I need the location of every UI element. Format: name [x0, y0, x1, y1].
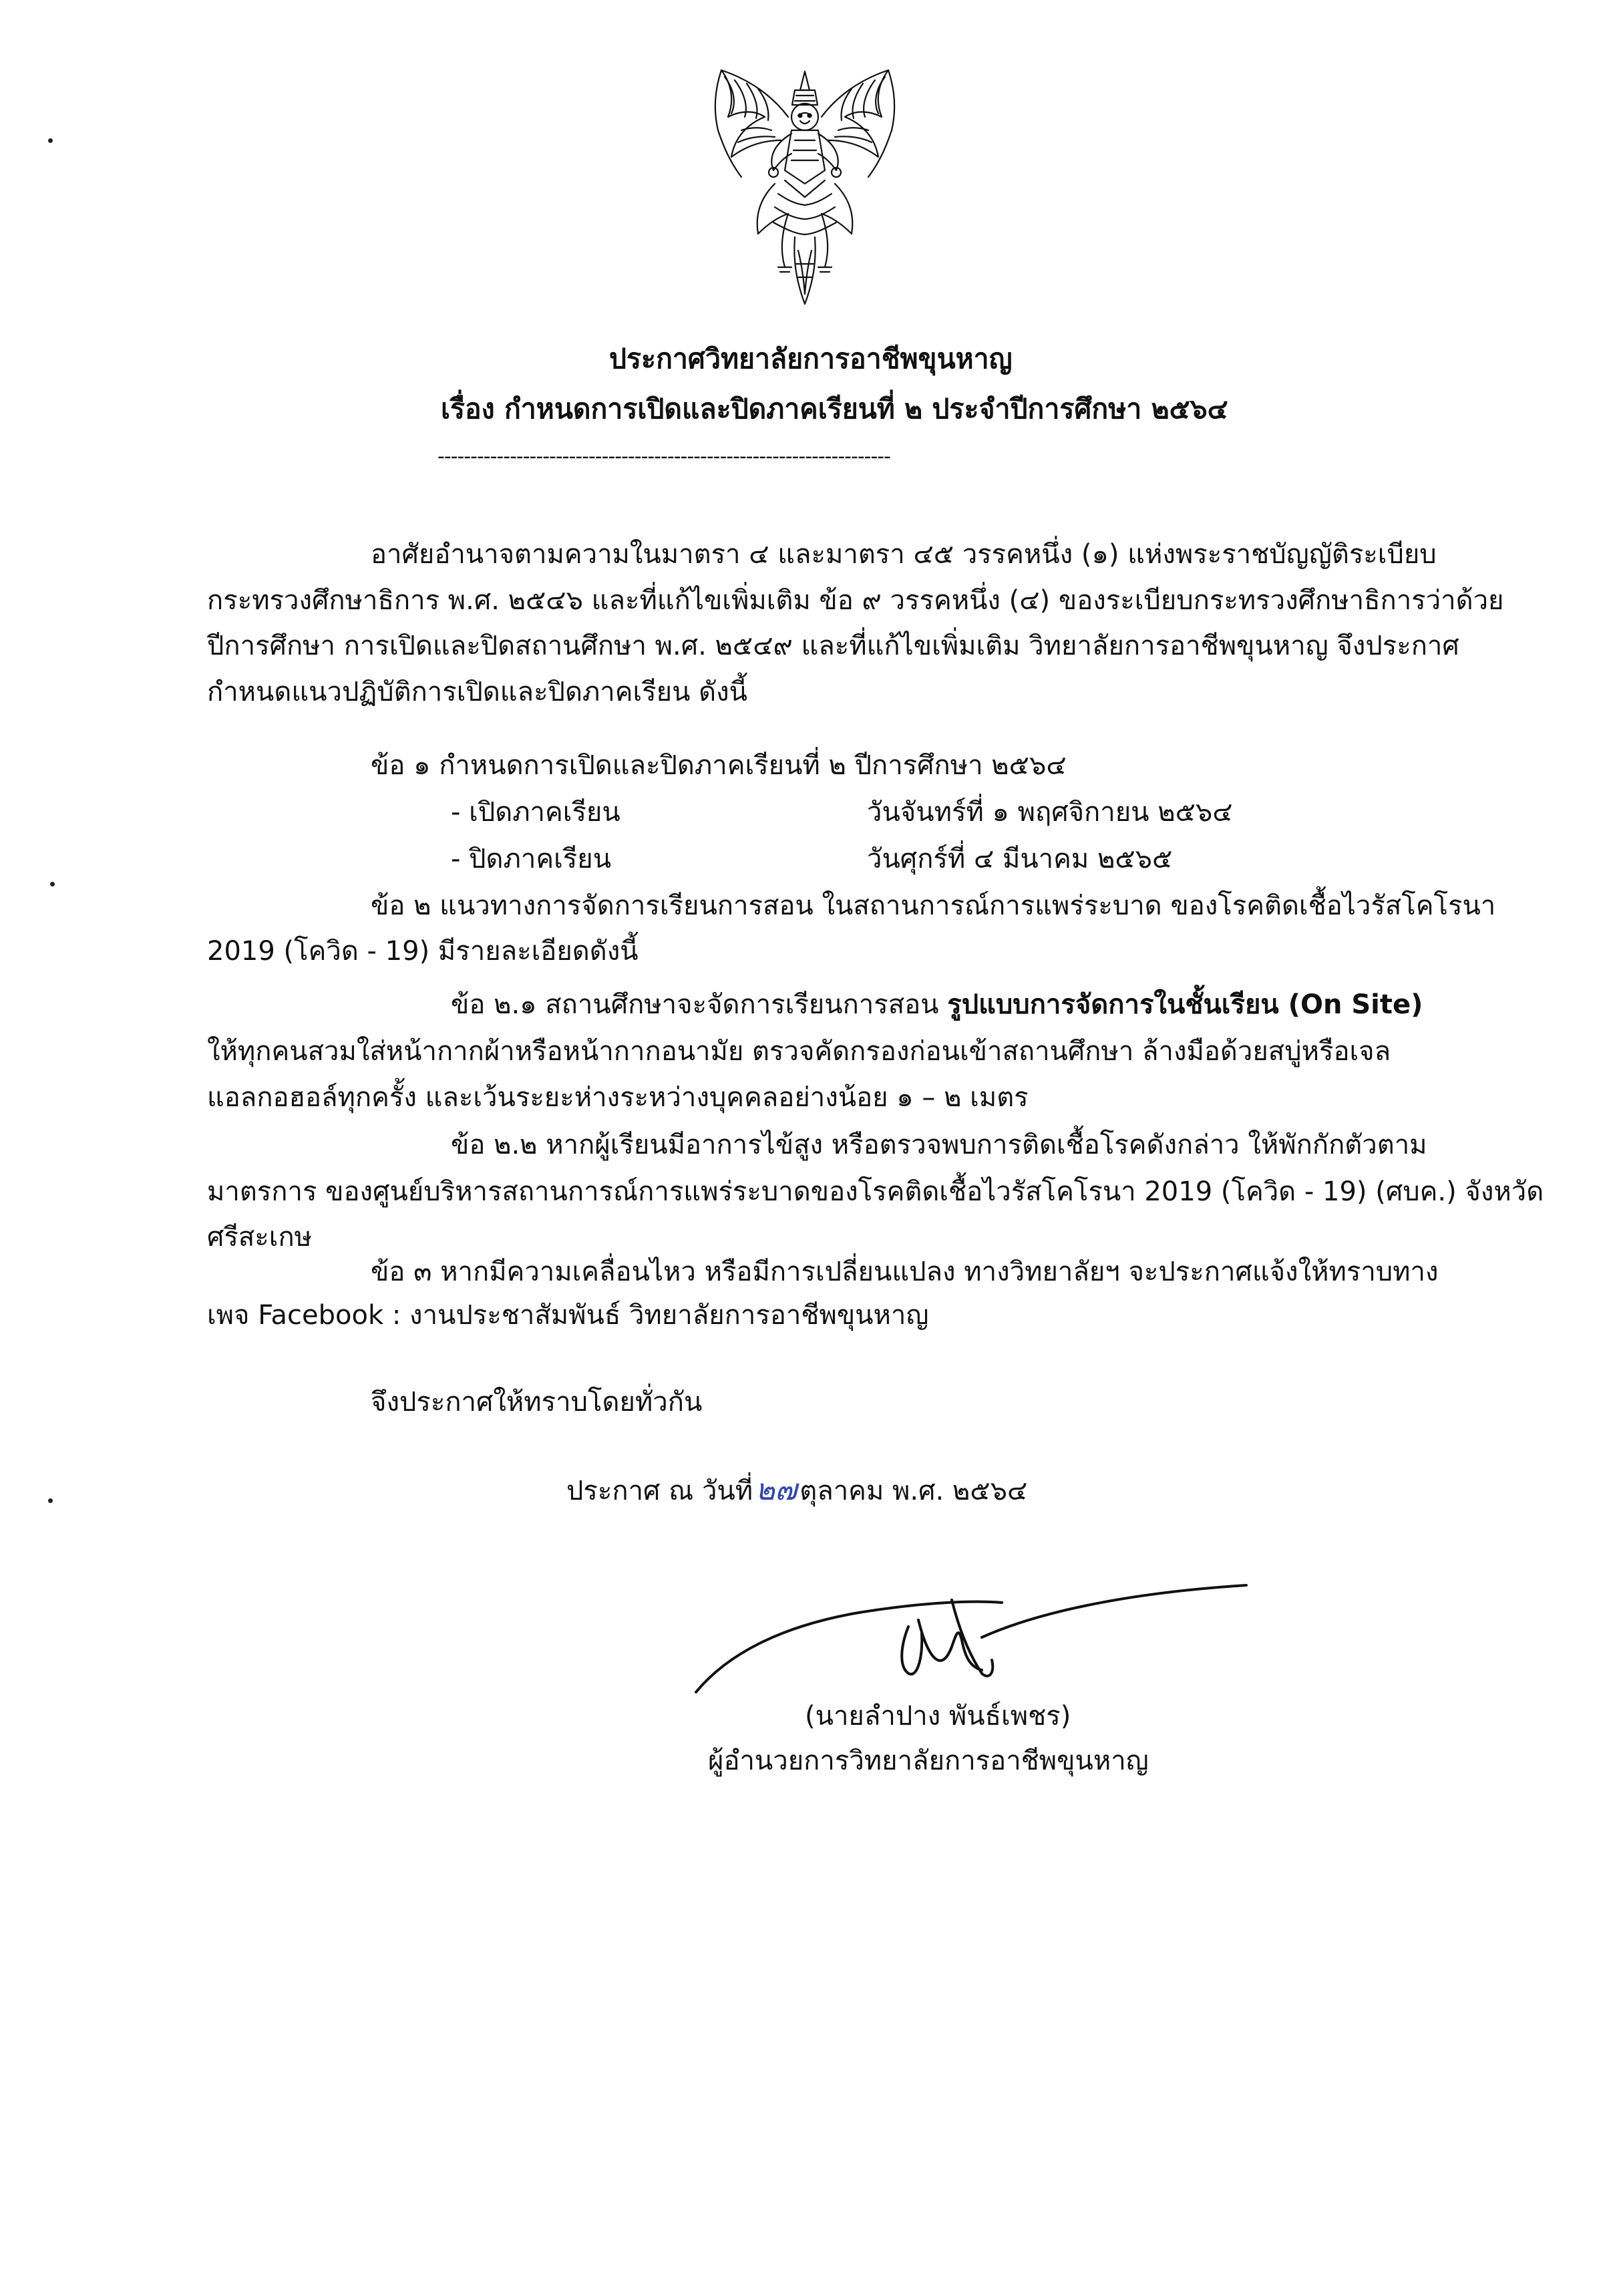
item1-open-date: วันจันทร์ที่ ๑ พฤศจิกายน ๒๕๖๔ [867, 797, 1233, 828]
intro-line-3: ปีการศึกษา การเปิดและปิดสถานศึกษา พ.ศ. ๒๕๔๙ และที่แก้ไขเพิ่มเติม วิทยาลัยการอาชีพขุนหาญ จึงประกาศ [207, 631, 1459, 661]
item2-line-2: 2019 (โควิด - 19) มีรายละเอียดดังนี้ [207, 936, 639, 967]
announcement-title: ประกาศวิทยาลัยการอาชีพขุนหาญ [609, 343, 1013, 375]
item3-line-1: ข้อ ๓ หากมีความเคลื่อนไหว หรือมีการเปลี่ยนแปลง ทางวิทยาลัยฯ จะประกาศแจ้งให้ทราบทาง [371, 1257, 1439, 1287]
date-prefix: ประกาศ ณ วันที่ [566, 1476, 753, 1506]
item1-heading: ข้อ ๑ กำหนดการเปิดและปิดภาคเรียนที่ ๒ ปีการศึกษา ๒๕๖๔ [371, 750, 1067, 781]
announcement-subject: เรื่อง กำหนดการเปิดและปิดภาคเรียนที่ ๒ ประจำปีการศึกษา ๒๕๖๔ [441, 393, 1228, 425]
announcement-date [566, 1474, 1027, 1507]
item1-close-label: - ปิดภาคเรียน [451, 844, 612, 874]
item2-1-line-2: ให้ทุกคนสวมใส่หน้ากากผ้าหรือหน้ากากอนามัย ตรวจคัดกรองก่อนเข้าสถานศึกษา ล้างมือด้วยสบู่หรือเจล [207, 1036, 1391, 1067]
intro-line-2: กระทรวงศึกษาธิการ พ.ศ. ๒๕๔๖ และที่แก้ไขเพิ่มเติม ข้อ ๙ วรรคหนึ่ง (๔) ของระเบียบกระทรวงศึกษาธิการว่าด้วย [207, 585, 1504, 616]
signatory-name: (นายลำปาง พันธ์เพชร) [805, 1701, 1071, 1732]
item2-line-1: ข้อ ๒ แนวทางการจัดการเรียนการสอน ในสถานการณ์การแพร่ระบาด ของโรคติดเชื้อไวรัสโคโรนา [371, 890, 1496, 921]
margin-dot [48, 138, 53, 143]
item2-2-line-1: ข้อ ๒.๒ หากผู้เรียนมีอาการไข้สูง หรือตรวจพบการติดเชื้อโรคดังกล่าว ให้พักกักตัวตาม [451, 1130, 1427, 1160]
margin-dot [48, 1498, 53, 1503]
item2-2-line-3: ศรีสะเกษ [207, 1222, 313, 1253]
signature-mark [688, 1573, 1269, 1700]
item2-1-line-3: แอลกอฮอล์ทุกครั้ง และเว้นระยะห่างระหว่างบุคคลอย่างน้อย ๑ – ๒ เมตร [207, 1082, 1029, 1113]
item1-close-date: วันศุกร์ที่ ๔ มีนาคม ๒๕๖๕ [867, 844, 1173, 874]
margin-dot [50, 882, 55, 886]
item2-2-line-2: มาตรการ ของศูนย์บริหารสถานการณ์การแพร่ระบาดของโรคติดเชื้อไวรัสโคโรนา 2019 (โควิด - 19) (ศบค.) จังหวัด [207, 1176, 1544, 1207]
item1-open-label: - เปิดภาคเรียน [451, 797, 620, 828]
handwritten-day: ๒๗ [755, 1473, 797, 1507]
item2-1-bold-text: รูปแบบการจัดการในชั้นเรียน (On Site) [947, 989, 1423, 1020]
garuda-emblem-icon [695, 63, 915, 317]
item2-1-line-1 [451, 989, 1609, 1021]
signatory-position: ผู้อำนวยการวิทยาลัยการอาชีพขุนหาญ [708, 1746, 1149, 1776]
header-divider: --------------------------------------------------------------------- [437, 445, 890, 468]
date-suffix: ตุลาคม พ.ศ. ๒๕๖๔ [799, 1476, 1028, 1506]
intro-line-4: กำหนดแนวปฏิบัติการเปิดและปิดภาคเรียน ดังนี้ [207, 677, 748, 707]
closing-statement: จึงประกาศให้ทราบโดยทั่วกัน [371, 1387, 703, 1418]
intro-line-1: อาศัยอำนาจตามความในมาตรา ๔ และมาตรา ๔๕ วรรคหนึ่ง (๑) แห่งพระราชบัญญัติระเบียบ [371, 539, 1437, 570]
item3-line-2: เพจ Facebook : งานประชาสัมพันธ์ วิทยาลัยการอาชีพขุนหาญ [207, 1300, 929, 1331]
item2-1-prefix: ข้อ ๒.๑ สถานศึกษาจะจัดการเรียนการสอน [451, 989, 948, 1020]
